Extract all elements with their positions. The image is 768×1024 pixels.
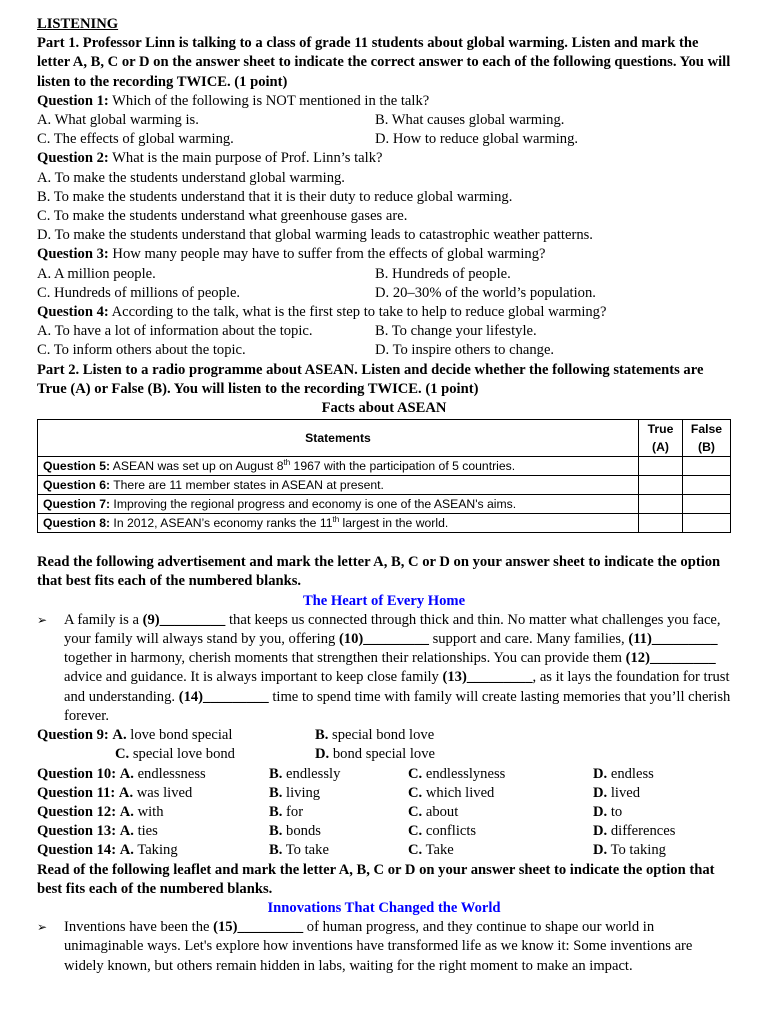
statements-header: Statements [38, 420, 639, 457]
part1-instructions: Part 1. Professor Linn is talking to a class of grade 11 students about global warming. Listen and mark the letter A, B, C or D on the answer sheet to indicate the correct answer to each of the following questions. You will listen to the recording TWICE. (1 point) [37, 35, 731, 90]
true-answer-cell[interactable] [639, 514, 683, 533]
blank: _________ [159, 611, 226, 628]
option: B. To make the students understand that it is their duty to reduce global warming. [37, 188, 513, 205]
question-11: Question 11: A. was lived B. living C. which lived D. lived [37, 784, 641, 801]
blank: _________ [649, 650, 716, 667]
blank-number: (10) [338, 631, 364, 648]
question-4 [37, 303, 731, 322]
question-1 [37, 92, 731, 111]
false-answer-cell[interactable] [683, 476, 731, 495]
options-row [37, 265, 731, 284]
option: D. To make the students understand that global warming leads to catastrophic weather patterns. [37, 227, 593, 244]
statement-text: ASEAN was set up on August 8 [110, 459, 284, 474]
options-row [37, 111, 731, 130]
statement-text: largest in the world. [339, 516, 449, 531]
statement-text: In 2012, ASEAN’s economy ranks the 11 [110, 516, 333, 531]
statement-cell [38, 495, 639, 514]
false-code: (B) [698, 440, 715, 455]
asean-facts-table [37, 419, 731, 533]
part2-instructions: Part 2. Listen to a radio programme about ASEAN. Listen and decide whether the following statements are True (A) or False (B). You will listen to the recording TWICE. (1 point) [37, 361, 704, 397]
reading2-instructions: Read of the following leaflet and mark the letter A, B, C or D on your answer sheet to indicate the option that best fits each of the numbered blanks. [37, 861, 715, 897]
question-10: Question 10: A. endlessness B. endlessly C. endlesslyness D. endless [37, 765, 654, 782]
ordinal-suffix: th [283, 458, 291, 468]
question-label: Question 7: [43, 497, 111, 512]
option: D. 20–30% of the world’s population. [375, 284, 596, 301]
question-2 [37, 149, 731, 168]
table-row [38, 457, 731, 476]
question-label: Question 8: [43, 516, 111, 531]
blank: _________ [363, 631, 429, 648]
question-label: Question 1: [37, 92, 109, 109]
true-code: (A) [652, 440, 669, 455]
option: D. To inspire others to change. [375, 342, 555, 359]
question-label: Question 5: [43, 459, 111, 474]
question-9 [37, 726, 731, 745]
false-answer-cell[interactable] [683, 495, 731, 514]
true-answer-cell[interactable] [639, 495, 683, 514]
question-14: Question 14: A. Taking B. To take C. Take D. To taking [37, 842, 666, 859]
option: C. To make the students understand what greenhouse gases are. [37, 208, 408, 225]
reading2-passage [37, 918, 731, 976]
statement-text: 1967 with the participation of 5 countries. [290, 459, 516, 474]
reading1-passage [37, 611, 731, 726]
table-title: Facts about ASEAN [321, 400, 447, 417]
option: A. What global warming is. [37, 112, 199, 129]
options-row [37, 341, 731, 360]
option: B. To change your lifestyle. [375, 323, 537, 340]
blank-number: (9) [142, 611, 160, 628]
option: A. A million people. [37, 265, 156, 282]
passage-text: A family is a (9)_________ that keeps us connected through thick and thin. No matter what challenges you face, your family will always stand by you, offering (10)_________ support and care. Many families, (11)_________ together in harmony, cherish moments that strengthen their relationships. You can provide them (12)_________ advice and guidance. It is always important to keep close family (13)_________, as it lays the foundation for trust and understanding. (14)_________ time to spend time with family will create lasting memories that you’ll cherish forever. [64, 611, 731, 724]
blank-number: (15) [213, 919, 238, 936]
option: B. What causes global warming. [375, 112, 565, 129]
statement-cell [38, 457, 639, 476]
false-answer-cell[interactable] [683, 514, 731, 533]
blank: _________ [237, 919, 304, 936]
blank-number: (14) [178, 688, 204, 705]
statement-text: Improving the regional progress and economy is one of the ASEAN's aims. [110, 497, 517, 512]
question-3 [37, 245, 731, 264]
options-row [37, 130, 731, 149]
option: C. The effects of global warming. [37, 131, 234, 148]
question-12: Question 12: A. with B. for C. about D. to [37, 803, 623, 820]
listening-heading: LISTENING [37, 16, 119, 32]
question-label: Question 4: [37, 304, 109, 321]
true-header [639, 420, 683, 457]
q9-option-d: D. bond special love [315, 746, 435, 763]
option: B. Hundreds of people. [375, 265, 511, 282]
false-label: False [690, 422, 723, 437]
reading2-title: Innovations That Changed the World [267, 899, 501, 916]
options-row [37, 284, 731, 303]
bullet-arrow-icon: ➢ [37, 920, 48, 935]
options-row [37, 322, 731, 341]
q9-option-c: C. special love bond [115, 746, 235, 763]
question-text: According to the talk, what is the first step to take to help to reduce global warming? [111, 304, 607, 321]
statement-cell [38, 514, 639, 533]
question-label: Question 2: [37, 150, 109, 167]
blank: _________ [203, 688, 269, 705]
question-text: How many people may have to suffer from the effects of global warming? [112, 246, 546, 263]
option: A. To make the students understand global warming. [37, 169, 345, 186]
false-answer-cell[interactable] [683, 457, 731, 476]
question-9-row2 [37, 745, 731, 764]
question-text: What is the main purpose of Prof. Linn’s talk? [112, 150, 383, 167]
passage-text: Inventions have been the (15)_________ of human progress, and they continue to shape our world in unimaginable ways. Let's explore how inventions have transformed life as we know it: Some inventions are widely known, but others remain hidden in labs, waiting for the right moment to make an impact. [64, 919, 693, 974]
table-row [38, 514, 731, 533]
blank: _________ [466, 669, 533, 686]
option: C. Hundreds of millions of people. [37, 284, 241, 301]
option: C. To inform others about the topic. [37, 342, 246, 359]
true-answer-cell[interactable] [639, 476, 683, 495]
question-label: Question 3: [37, 246, 109, 263]
blank-number: (13) [442, 669, 467, 686]
reading1-title: The Heart of Every Home [302, 592, 466, 609]
reading1-instructions: Read the following advertisement and mark the letter A, B, C or D on your answer sheet to indicate the option that best fits each of the numbered blanks. [37, 554, 721, 590]
ordinal-suffix: th [332, 515, 340, 525]
table-row [38, 476, 731, 495]
question-13: Question 13: A. ties B. bonds C. conflicts D. differences [37, 823, 676, 840]
table-header-row [38, 420, 731, 457]
question-text: Which of the following is NOT mentioned in the talk? [112, 92, 430, 109]
table-row [38, 495, 731, 514]
statement-text: There are 11 member states in ASEAN at present. [110, 478, 384, 493]
option: A. To have a lot of information about the topic. [37, 323, 313, 340]
true-answer-cell[interactable] [639, 457, 683, 476]
q9-option-a: Question 9: A. love bond special [37, 727, 233, 744]
false-header [683, 420, 731, 457]
true-label: True [647, 422, 674, 437]
blank-number: (12) [625, 650, 650, 667]
q9-option-b: B. special bond love [315, 727, 435, 744]
blank: _________ [651, 631, 718, 648]
question-label: Question 6: [43, 478, 111, 493]
blank-number: (11) [628, 631, 652, 648]
bullet-arrow-icon: ➢ [37, 612, 48, 627]
option: D. How to reduce global warming. [375, 131, 579, 148]
statement-cell [38, 476, 639, 495]
